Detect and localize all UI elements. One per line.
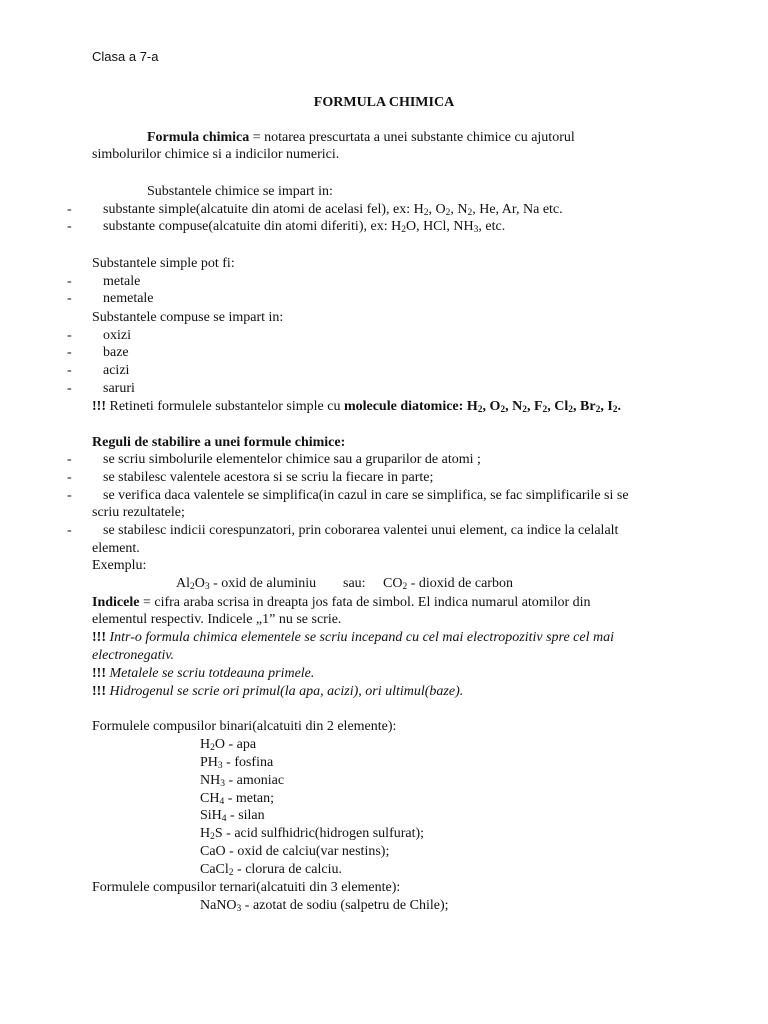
rule-item-cont: element. [92,541,140,556]
formula-item: $NH_3$ - amoniac [200,773,285,789]
example-2: $CO_2$ - dioxid de carbon [383,576,513,592]
note-1-cont: electronegativ. [92,648,175,663]
note-1: !!! Intr-o formula chimica elementele se scriu incepand cu cel mai electropozitiv spre cel mai [92,630,614,645]
list-dash: - [67,523,72,538]
rule-item: se scriu simbolurile elementelor chimice sau a gruparilor de atomi ; [103,452,481,467]
formula-item: SiH$_4$ - silan [200,808,265,824]
list-dash: - [67,328,72,343]
list-item: baze [103,345,129,360]
rule-item: se verifica daca valentele se simplifica(in cazul in care se simplifica, se fac simplificarile si se [103,488,629,503]
definition-line-2: simbolurilor chimice si a indicilor numerici. [92,147,340,162]
simple-heading: Substantele simple pot fi: [92,256,235,271]
list-dash: - [67,363,72,378]
formula-item: NaNO$_3$ - azotat de sodiu (salpetru de Chile); [200,898,449,914]
note-2: !!! Metalele se scriu totdeauna primele. [92,666,315,681]
formula-item: $CH_4$ - metan; [200,791,274,807]
list-dash: - [67,381,72,396]
rules-heading: Reguli de stabilire a unei formule chimice: [92,435,346,450]
example-1: $Al_2O_3$ - oxid de aluminiu [176,576,317,592]
compuse-heading: Substantele compuse se impart in: [92,310,284,325]
list-dash: - [67,274,72,289]
definition-term: Formula chimica [147,130,250,145]
page-title: FORMULA CHIMICA [313,95,455,110]
list-dash: - [67,488,72,503]
rule-item-cont: scriu rezultatele; [92,505,185,520]
rule-item: se stabilesc valentele acestora si se scriu la fiecare in parte; [103,470,434,485]
page-header: Clasa a 7-a [92,49,159,64]
list-dash: - [67,452,72,467]
binari-heading: Formulele compusilor binari(alcatuiti din 2 elemente): [92,719,397,734]
list-item: acizi [103,363,130,378]
rule-item: se stabilesc indicii corespunzatori, prin coborarea valentei unui element, ca indice la celalalt [103,523,619,538]
example-or: sau: [343,576,366,591]
definition-line-1: Formula chimica = notarea prescurtata a unei substante chimice cu ajutorul [147,130,575,145]
list-dash: - [67,291,72,306]
formula-item: $PH_3$ - fosfina [200,755,274,771]
list-item: saruri [103,381,135,396]
formula-item: $H_2O$ - apa [200,737,257,753]
list-dash: - [67,470,72,485]
example-label: Exemplu: [92,558,147,573]
list-dash: - [67,345,72,360]
note-3: !!! Hidrogenul se scrie ori primul(la apa, acizi), ori ultimul(baze). [92,684,464,699]
list-item: metale [103,274,141,289]
division-compuse: substante compuse(alcatuite din atomi diferiti), ex: $H_2O$, HCl, $NH_3$, etc. [103,219,506,235]
division-simple: substante simple(alcatuite din atomi de acelasi fel), ex: $H_2$, $O_2$, $N_2$, He, Ar, Na etc. [103,202,563,218]
formula-item: $H_2S$ - acid sulfhidric(hidrogen sulfurat); [200,826,425,842]
diatomic-note: !!! Retineti formulele substantelor simple cu molecule diatomice: $H_2$, $O_2$, $N_2$, $F_2$, $Cl_2$, $Br_2$, $I_2$. [92,399,622,415]
indicele-line-2: elementul respectiv. Indicele „1” nu se scrie. [92,612,342,627]
division-intro: Substantele chimice se impart in: [147,184,333,199]
list-item: oxizi [103,328,131,343]
indicele-line-1: Indicele = cifra araba scrisa in dreapta jos fata de simbol. El indica numarul atomilor din [92,595,591,610]
list-dash: - [67,202,72,217]
list-dash: - [67,219,72,234]
formula-item: CaO - oxid de calciu(var nestins); [200,844,390,859]
formula-item: CaCl$_2$ - clorura de calciu. [200,862,342,878]
list-item: nemetale [103,291,154,306]
ternari-heading: Formulele compusilor ternari(alcatuiti din 3 elemente): [92,880,401,895]
